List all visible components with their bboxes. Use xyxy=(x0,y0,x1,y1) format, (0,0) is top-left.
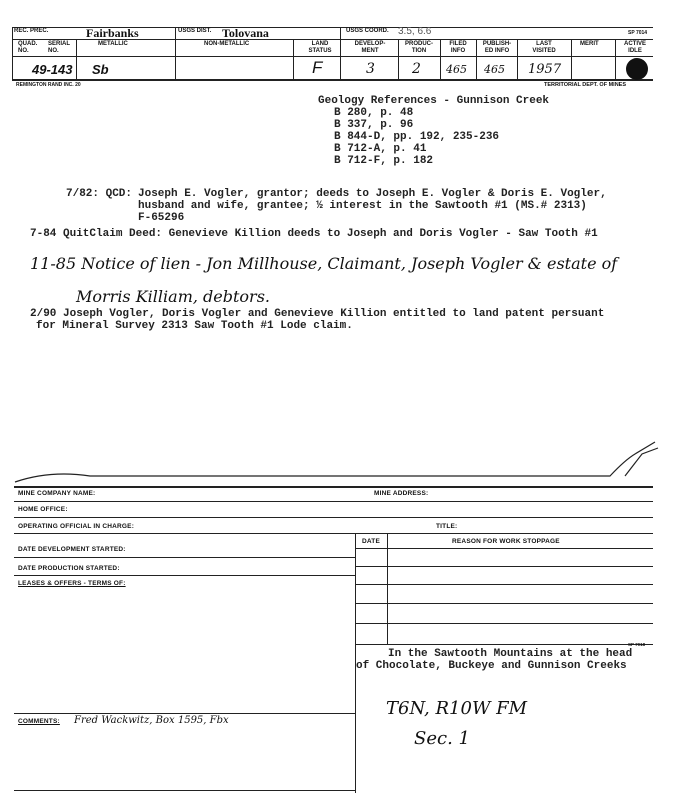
develop-label: DEVELOP-MENT xyxy=(354,41,386,54)
home-office-label: HOME OFFICE: xyxy=(18,506,68,513)
qcd-text: husband and wife, grantee; ½ interest in the Sawtooth #1 (MS.# 2313) xyxy=(138,200,587,212)
date-development-label: DATE DEVELOPMENT STARTED: xyxy=(18,546,126,553)
qcd-text: Joseph E. Vogler, grantor; deeds to Joseph E. Vogler & Doris E. Vogler, xyxy=(138,188,607,200)
usgs-dist-value: Tolovana xyxy=(222,26,269,40)
filed-info-label: FILED INFO xyxy=(449,41,467,54)
date-production-label: DATE PRODUCTION STARTED: xyxy=(18,565,120,572)
form-number: SP 7014 xyxy=(628,30,648,36)
patent-note: 2/90 Joseph Vogler, Doris Vogler and Genevieve Killion entitled to land patent persuant xyxy=(30,308,605,320)
reference-item: B 844-D, pp. 192, 235-236 xyxy=(334,131,500,143)
usgs-dist-label: USGS DIST. xyxy=(178,28,212,34)
production-value: 2 xyxy=(412,61,421,77)
date-column-header: DATE xyxy=(362,538,381,545)
quad-label: QUAD. NO. xyxy=(18,41,38,54)
reason-column-header: REASON FOR WORK STOPPAGE xyxy=(452,538,560,545)
mine-company-label: MINE COMPANY NAME: xyxy=(18,490,96,497)
lien-note: Morris Killiam, debtors. xyxy=(76,287,270,306)
metallic-label: METALLIC xyxy=(98,41,128,47)
reference-item: B 337, p. 96 xyxy=(334,119,414,131)
reference-item: B 712-F, p. 182 xyxy=(334,155,434,167)
nonmetallic-label: NON-METALLIC xyxy=(204,41,250,47)
location-text: of Chocolate, Buckeye and Gunnison Creeks xyxy=(356,660,627,672)
qcd-text: F-65296 xyxy=(138,212,185,224)
section-number: Sec. 1 xyxy=(414,728,470,749)
published-label: PUBLISH-ED INFO xyxy=(482,41,512,54)
reference-item: B 712-A, p. 41 xyxy=(334,143,427,155)
usgs-coord-label: USGS COORD. xyxy=(346,28,389,34)
lien-note: 11-85 Notice of lien - Jon Millhouse, Claimant, Joseph Vogler & estate of xyxy=(30,254,618,273)
leases-label: LEASES & OFFERS - TERMS OF: xyxy=(18,580,126,587)
comments-label: COMMENTS: xyxy=(18,718,60,725)
patent-note: for Mineral Survey 2313 Saw Tooth #1 Lode claim. xyxy=(36,320,353,332)
land-status-label: LAND STATUS xyxy=(308,41,332,54)
production-label: PRODUC-TION xyxy=(405,41,433,54)
title-label: TITLE: xyxy=(436,523,458,530)
reference-item: B 280, p. 48 xyxy=(334,107,414,119)
quitclaim-note: 7-84 QuitClaim Deed: Genevieve Killion deeds to Joseph and Doris Vogler - Saw Tooth #1 xyxy=(30,228,598,240)
metallic-value: Sb xyxy=(92,62,109,77)
active-dot xyxy=(626,58,648,80)
usgs-coord-value: 3.5, 6.6 xyxy=(398,26,432,37)
comments-value: Fred Wackwitz, Box 1595, Fbx xyxy=(74,715,229,726)
dept-line: TERRITORIAL DEPT. OF MINES xyxy=(544,82,626,88)
serial-label: SERIAL NO. xyxy=(48,41,70,54)
form-top-curve xyxy=(10,440,670,490)
location-text: In the Sawtooth Mountains at the head xyxy=(388,648,633,660)
filed-info-value: 465 xyxy=(446,63,467,76)
last-visited-value: 1957 xyxy=(528,62,562,77)
quad-serial-value: 49-143 xyxy=(32,62,73,77)
operating-official-label: OPERATING OFFICIAL IN CHARGE: xyxy=(18,523,135,530)
land-status-value: F xyxy=(312,58,323,77)
active-idle-label: ACTIVE IDLE xyxy=(623,41,646,54)
develop-value: 3 xyxy=(366,61,375,77)
published-value: 465 xyxy=(484,63,505,76)
township-range: T6N, R10W FM xyxy=(386,698,528,719)
references-title: Geology References - Gunnison Creek xyxy=(318,95,550,107)
merit-label: MERIT xyxy=(580,41,599,47)
qcd-date: 7/82: QCD: xyxy=(66,188,133,200)
rec-prec-value: Fairbanks xyxy=(86,26,139,40)
mine-address-label: MINE ADDRESS: xyxy=(374,490,429,497)
printer-line: REMINGTON RAND INC. 20 xyxy=(16,82,81,88)
rec-prec-label: REC. PREC. xyxy=(14,28,49,34)
small-form-code: SP 7018 xyxy=(628,642,646,647)
last-visited-label: LAST VISITED xyxy=(532,41,556,54)
